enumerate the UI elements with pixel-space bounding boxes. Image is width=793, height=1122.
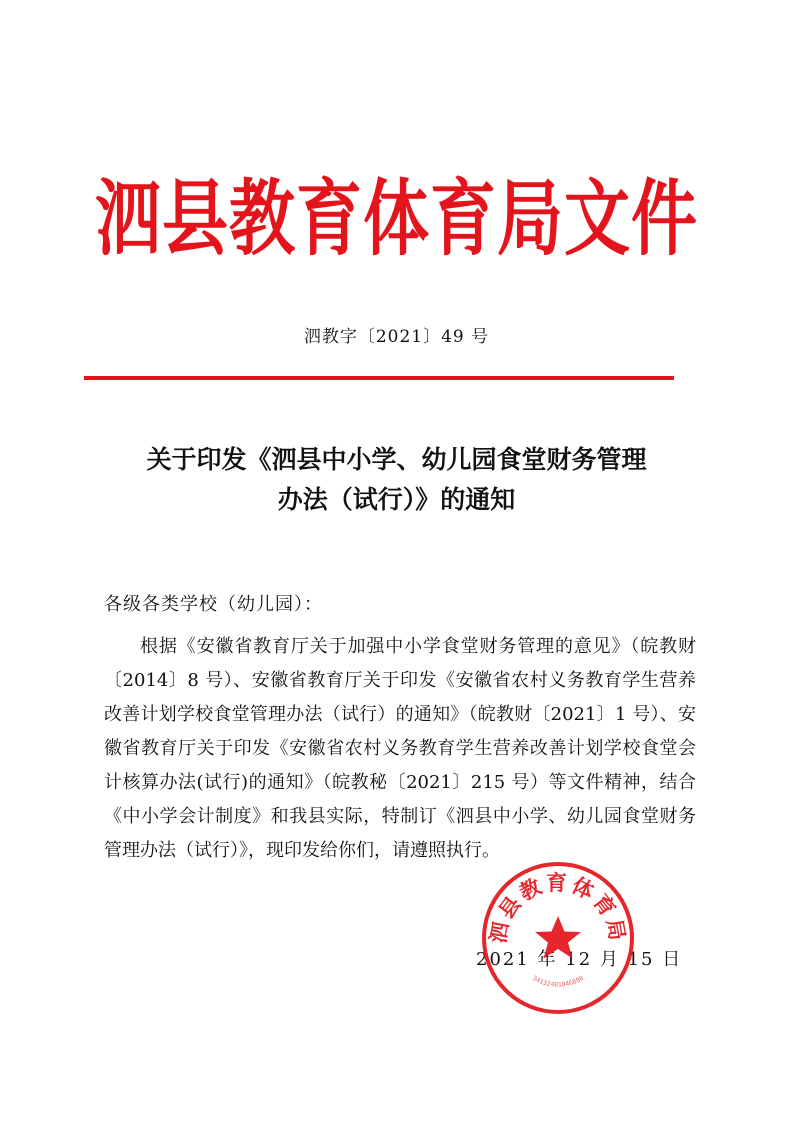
salutation: 各级各类学校（幼儿园）： bbox=[104, 594, 323, 615]
seal-code: 34132401046880 bbox=[530, 973, 586, 989]
notice-title bbox=[96, 440, 697, 520]
notice-title-line-1: 关于印发《泗县中小学、幼儿园食堂财务管理 bbox=[146, 445, 647, 474]
notice-body bbox=[104, 630, 696, 868]
issuer-masthead: 泗县教育体育局文件 bbox=[95, 170, 698, 267]
official-seal-icon bbox=[478, 858, 638, 1018]
document-number: 泗教字〔2021〕49 号 bbox=[303, 327, 490, 347]
seal-text: 泗县教育体育局 bbox=[485, 870, 631, 946]
body-paragraph: 根据《安徽省教育厅关于加强中小学食堂财务管理的意见》（皖教财〔2014〕8 号）、安徽省教育厅关于印发《安徽省农村义务教育学生营养改善计划学校食堂管理办法（试行）的通知》（皖教财〔2021〕1 号）、安徽省教育厅关于印发《安徽省农村义务教育学生营养改善计划学校食堂会计核算办法(试行)的通知》（皖教秘〔2021〕215 号）等文件精神，结合《中小学会计制度》和我县实际，特制订《泗县中小学、幼儿园食堂财务管理办法（试行）》，现印发给你们，请遵照执行。 bbox=[104, 636, 696, 861]
seal-star-icon bbox=[535, 916, 581, 959]
notice-title-line-2: 办法（试行）》的通知 bbox=[277, 485, 516, 514]
red-divider-line bbox=[84, 376, 674, 380]
issue-date: 2021 年 12 月 15 日 bbox=[476, 949, 683, 970]
